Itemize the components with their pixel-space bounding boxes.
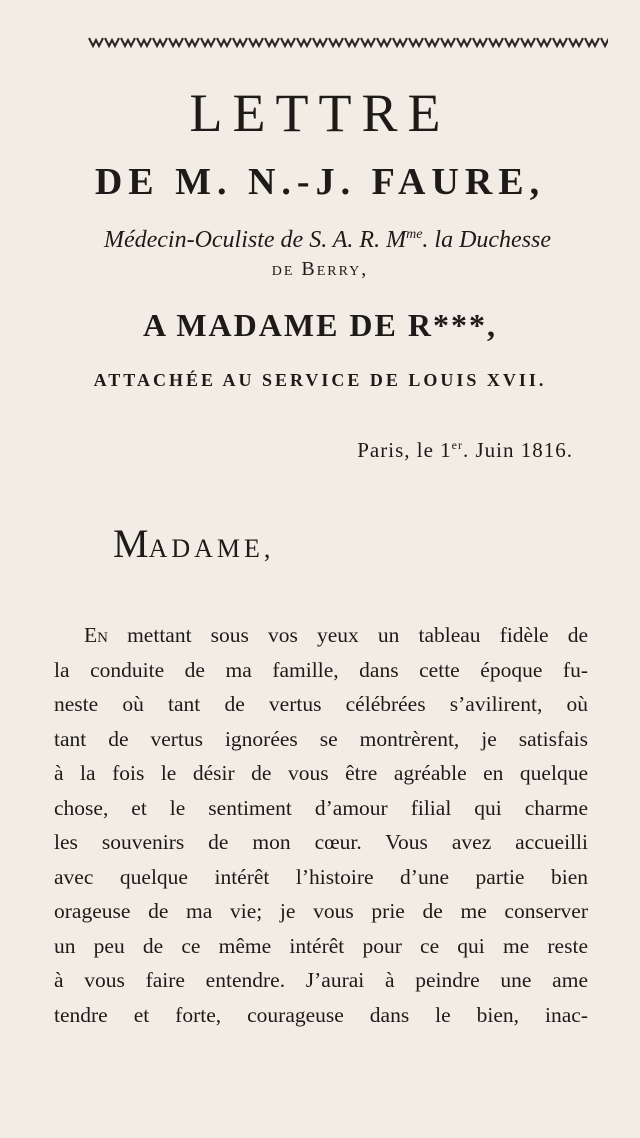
body-line: neste où tant de vertus célébrées s’avilirent, où xyxy=(54,692,588,716)
body-line: un peu de ce même intérêt pour ce qui me reste xyxy=(54,933,588,958)
body-line: à vous faire entendre. J’aurai à peindre une ame xyxy=(54,968,588,992)
author-sup: me xyxy=(406,227,423,242)
body-line: orageuse de ma vie; je vous prie de me conserver xyxy=(54,899,588,923)
body-line: tant de vertus ignorées se montrèrent, je satisfais xyxy=(54,726,588,751)
author-suffix: . la Duchesse xyxy=(422,227,552,253)
author-prefix: Médecin-Oculiste de S. A. R. M xyxy=(103,227,407,253)
berry-prefix: de xyxy=(271,258,295,280)
dateline xyxy=(357,438,573,463)
body-line: la conduite de ma famille, dans cette époque fu- xyxy=(54,657,588,682)
recipient-heading: A MADAME DE R***, xyxy=(143,307,497,343)
body-line: les souvenirs de mon cœur. Vous avez accueilli xyxy=(54,830,588,854)
first-word: En xyxy=(84,623,108,647)
dateline-prefix: Paris, le 1 xyxy=(357,438,452,462)
author-description xyxy=(0,227,640,254)
letter-subtitle: DE M. N.-J. FAURE, xyxy=(94,161,546,203)
body-line: avec quelque intérêt l’histoire d’une partie bien xyxy=(54,864,588,889)
body-line: à la fois le désir de vous être agréable en quelque xyxy=(54,761,588,785)
body-line: tendre et forte, courageuse dans le bien, inac- xyxy=(54,1002,588,1027)
dateline-suffix: . Juin 1816. xyxy=(462,438,573,462)
body-line: En mettant sous vos yeux un tableau fidèle de xyxy=(84,623,588,647)
dateline-sup: er xyxy=(451,438,463,452)
letter-body xyxy=(54,618,588,1032)
berry-name: Berry, xyxy=(301,258,369,280)
salutation-initial: M xyxy=(113,521,149,566)
letter-title: LETTRE xyxy=(189,83,451,143)
berry-line xyxy=(0,258,640,281)
ornamental-border xyxy=(88,36,608,48)
salutation-rest: ADAME, xyxy=(148,534,275,563)
salutation xyxy=(113,520,274,567)
recipient-role: ATTACHÉE AU SERVICE DE LOUIS XVII. xyxy=(93,370,547,390)
body-line: chose, et le sentiment d’amour filial qui charme xyxy=(54,795,588,820)
